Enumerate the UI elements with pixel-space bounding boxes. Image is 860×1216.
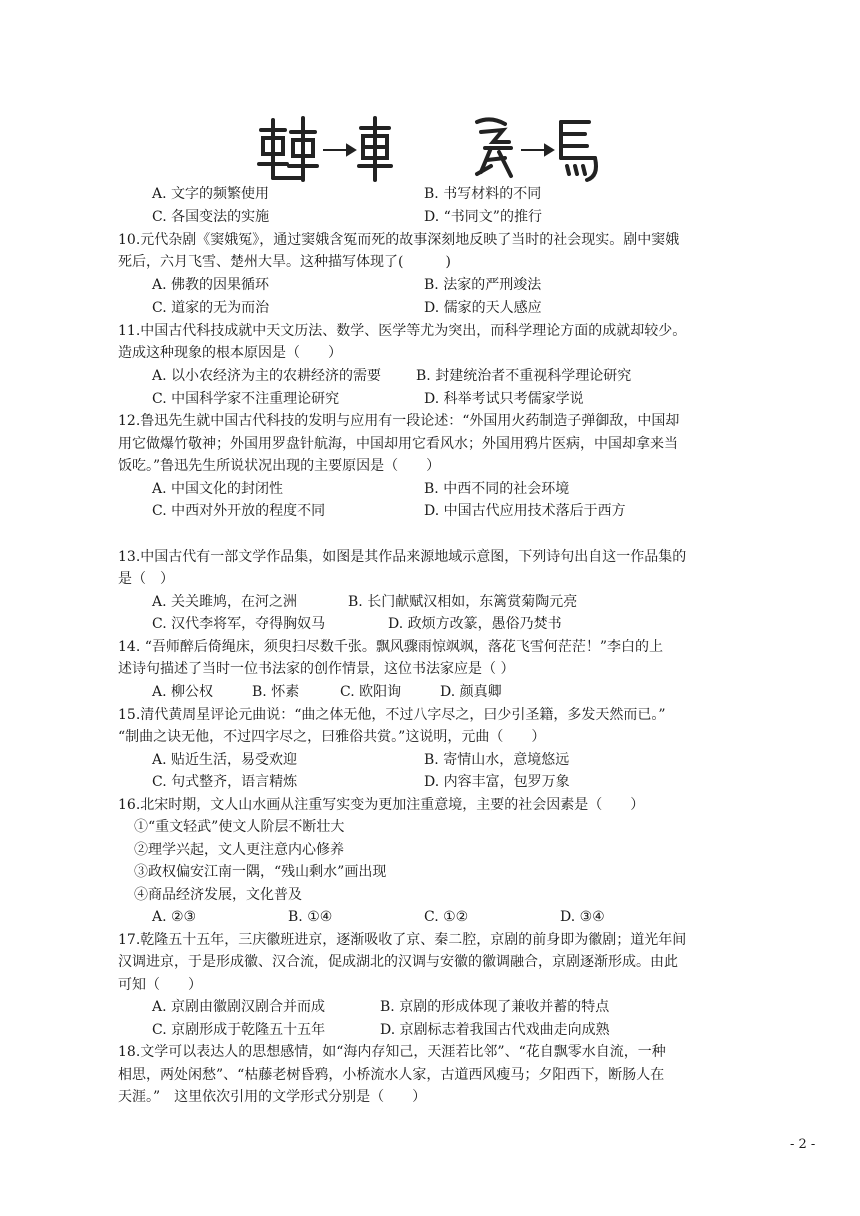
- q14-stem-line: 述诗句描述了当时一位书法家的创作情景，这位书法家应是（ ）: [118, 661, 515, 677]
- ancient-ma-glyph-icon: [477, 119, 511, 176]
- q12-option-a: A. 中国文化的封闭性: [152, 481, 284, 497]
- q10-option-a: A. 佛教的因果循环: [152, 277, 270, 293]
- script-evolution-figure: [255, 108, 615, 188]
- q10-option-d: D. 儒家的天人感应: [424, 300, 542, 316]
- q15-option-b: B. 寄情山水，意境悠远: [424, 752, 570, 768]
- q15-option-d: D. 内容丰富，包罗万象: [424, 774, 570, 790]
- q10-stem-line: 10.元代杂剧《窦娥冤》，通过窦娥含冤而死的故事深刻地反映了当时的社会现实。剧中窦娥: [118, 232, 680, 248]
- q17-stem-line: 17.乾隆五十五年，三庆徽班进京，逐渐吸收了京、秦二腔，京剧的前身即为徽剧；道光年间: [118, 932, 687, 948]
- q16-option-b: B. ①④: [288, 909, 333, 925]
- q10-stem-line: 死后，六月飞雪、楚州大旱。这种描写体现了( ): [118, 254, 451, 270]
- q18-stem-line: 天涯。” 这里依次引用的文学形式分别是（ ）: [118, 1089, 427, 1105]
- q17-option-d: D. 京剧标志着我国古代戏曲走向成熟: [380, 1022, 610, 1038]
- q12-stem-line: 饭吃。”鲁迅先生所说状况出现的主要原因是（ ）: [118, 458, 441, 474]
- q14-option-a: A. 柳公权: [152, 684, 214, 700]
- seal-che-glyph-icon: [359, 118, 391, 180]
- q17-stem-line: 汉调进京，于是形成徽、汉合流，促成湖北的汉调与安徽的徽调融合，京剧逐渐形成。由此: [118, 954, 678, 970]
- q17-option-c: C. 京剧形成于乾隆五十五年: [152, 1022, 326, 1038]
- q11-option-b: B. 封建统治者不重视科学理论研究: [416, 368, 632, 384]
- q16-stem-line: 16.北宋时期，文人山水画从注重写实变为更加注重意境，主要的社会因素是（ ）: [118, 797, 645, 813]
- q14-option-d: D. 颜真卿: [440, 684, 502, 700]
- seal-ma-glyph-icon: [561, 122, 596, 180]
- q14-option-c: C. 欧阳询: [340, 684, 402, 700]
- q15-option-c: C. 句式整齐，语言精炼: [152, 774, 298, 790]
- q13-stem-line: 13.中国古代有一部文学作品集，如图是其作品来源地域示意图，下列诗句出自这一作品集的: [118, 549, 687, 565]
- q11-option-a: A. 以小农经济为主的农耕经济的需要: [152, 368, 382, 384]
- q9-option-c: C. 各国变法的实施: [152, 209, 270, 225]
- q15-option-a: A. 贴近生活，易受欢迎: [152, 752, 298, 768]
- q16-statement: ③政权偏安江南一隅，“残山剩水”画出现: [134, 864, 387, 880]
- q18-stem-line: 相思，两处闲愁”、“枯藤老树昏鸦，小桥流水人家，古道西风瘦马；夕阳西下，断肠人在: [118, 1067, 665, 1083]
- q18-stem-line: 18.文学可以表达人的思想感情，如“海内存知己，天涯若比邻”、“花自飘零水自流，一种: [118, 1044, 666, 1060]
- q10-option-c: C. 道家的无为而治: [152, 300, 270, 316]
- q16-statement: ②理学兴起，文人更注意内心修养: [134, 842, 344, 858]
- q12-stem-line: 12.鲁迅先生就中国古代科技的发明与应用有一段论述：“外国用火药制造子弹御敌，中国却: [118, 413, 680, 429]
- q12-option-d: D. 中国古代应用技术落后于西方: [424, 503, 626, 519]
- q15-stem-line: 15.清代黄周星评论元曲说：“曲之体无他，不过八字尽之，曰少引圣籍，多发天然而已。”: [118, 707, 666, 723]
- q17-stem-line: 可知（ ）: [118, 977, 202, 993]
- q9-option-d: D. “书同文”的推行: [424, 209, 542, 225]
- q12-option-b: B. 中西不同的社会环境: [424, 481, 570, 497]
- q16-statement: ①“重文轻武”使文人阶层不断壮大: [134, 819, 345, 835]
- q12-stem-line: 用它做爆竹敬神；外国用罗盘针航海，中国却用它看风水；外国用鸦片医病，中国却拿来当: [118, 436, 678, 452]
- page-number: - 2 -: [790, 1137, 816, 1152]
- q12-option-c: C. 中西对外开放的程度不同: [152, 503, 326, 519]
- q13-stem-line: 是（ ）: [118, 571, 174, 587]
- q13-option-a: A. 关关雎鸠，在河之洲: [152, 594, 298, 610]
- q13-option-b: B. 长门献赋汉相如，东篱赏菊陶元亮: [348, 594, 578, 610]
- q9-option-a: A. 文字的频繁使用: [152, 186, 270, 202]
- q9-option-b: B. 书写材料的不同: [424, 186, 542, 202]
- q16-option-c: C. ①②: [424, 909, 469, 925]
- q13-option-d: D. 政烦方改篆，愚俗乃焚书: [388, 616, 562, 632]
- q16-option-d: D. ③④: [560, 909, 605, 925]
- q11-option-d: D. 科举考试只考儒家学说: [424, 391, 584, 407]
- q11-stem-line: 造成这种现象的根本原因是（ ）: [118, 345, 342, 361]
- q10-option-b: B. 法家的严刑竣法: [424, 277, 542, 293]
- q17-option-b: B. 京剧的形成体现了兼收并蓄的特点: [380, 999, 610, 1015]
- q17-option-a: A. 京剧由徽剧汉剧合并而成: [152, 999, 326, 1015]
- ancient-che-glyph-icon: [259, 118, 317, 180]
- arrow-icon: [521, 145, 553, 155]
- q15-stem-line: “制曲之诀无他，不过四字尽之，曰雅俗共赏。”这说明，元曲（ ）: [118, 729, 546, 745]
- arrow-icon: [323, 145, 355, 155]
- q11-option-c: C. 中国科学家不注重理论研究: [152, 391, 340, 407]
- q16-option-a: A. ②③: [152, 909, 197, 925]
- q14-option-b: B. 怀素: [252, 684, 300, 700]
- q14-stem-line: 14. “吾师醉后倚绳床，须臾扫尽数千张。飘风骤雨惊飒飒，落花飞雪何茫茫！”李白的上: [118, 639, 664, 655]
- q16-statement: ④商品经济发展，文化普及: [134, 887, 302, 903]
- q13-option-c: C. 汉代李将军，夺得胸奴马: [152, 616, 326, 632]
- q11-stem-line: 11.中国古代科技成就中天文历法、数学、医学等尤为突出，而科学理论方面的成就却较少。: [118, 323, 687, 339]
